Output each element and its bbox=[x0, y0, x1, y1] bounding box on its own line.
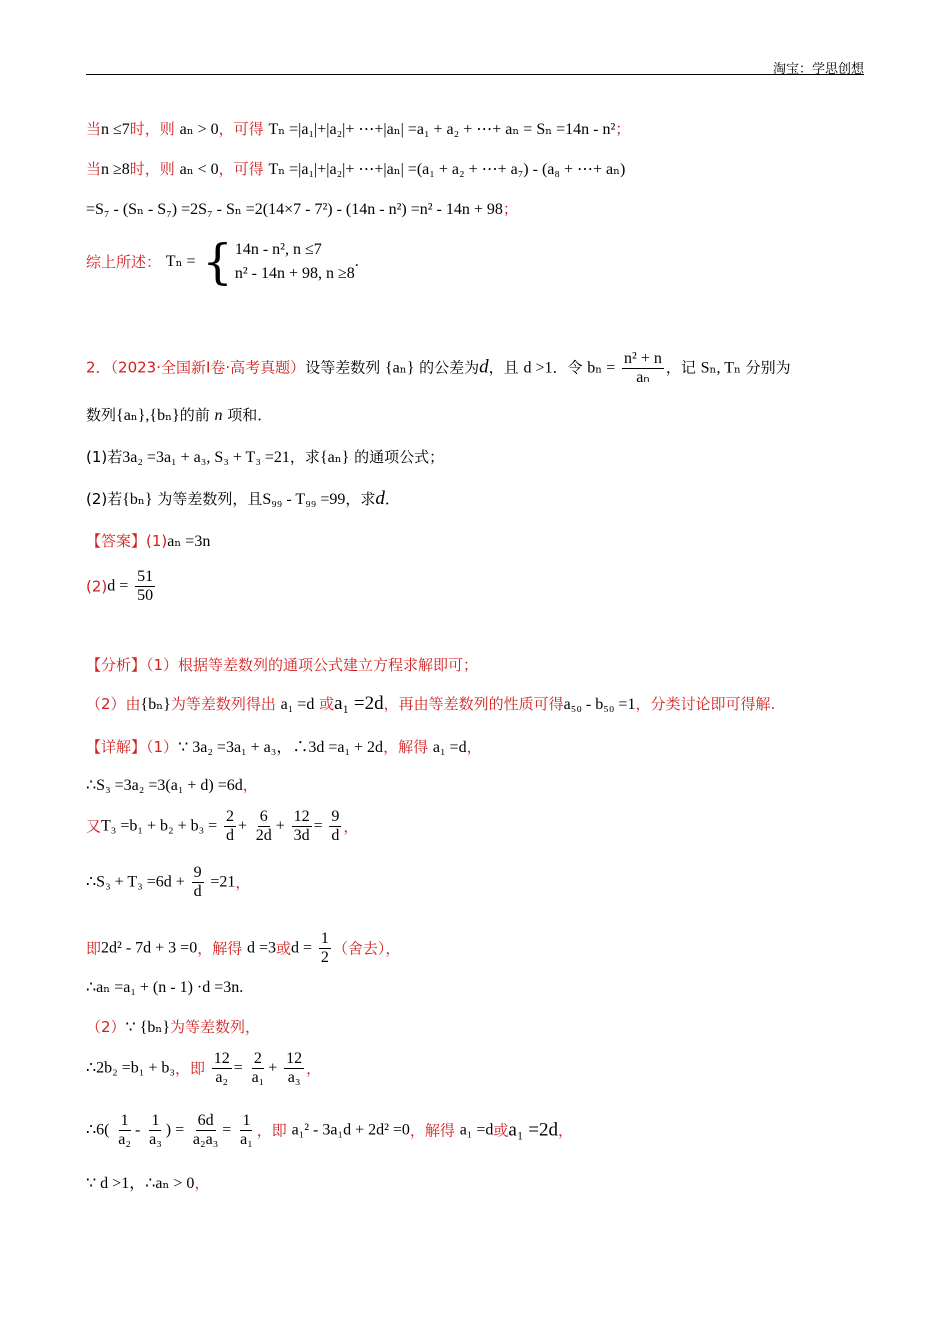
fraction: $\frac{12}{\text{a₃}}$ bbox=[286, 1050, 303, 1086]
piecewise-function: { 14n - n², n ≤7 n² - 14n + 98, n ≥8 bbox=[202, 234, 355, 290]
fraction: $\frac{2}{\text{a₁}}$ bbox=[251, 1050, 265, 1086]
analysis-line-2: （2）由{bₙ}为等差数列得出 a₁ =d 或a₁ =2d，再由等差数列的性质可得a₅₀ - b₅₀ =1，分类讨论即可得解. bbox=[86, 693, 776, 714]
detail-line-4: ∴S₃ + T₃ =6d + $\frac{9}{d}$ =21， bbox=[86, 864, 251, 900]
question-2: (2)若{bₙ} 为等差数列，且S₉₉ - T₉₉ =99，求d． bbox=[86, 488, 400, 509]
problem-statement: 2．（2023·全国新Ⅰ卷·高考真题）设等差数列 {aₙ} 的公差为d，且 d >1．令 bₙ = $\frac{\text{n² + n}}{\text{aₙ}}$ ，记 Sₙ, Tₙ 分别为 bbox=[86, 350, 791, 386]
detail-line-2: ∴S₃ =3a₂ =3(a₁ + d) =6d， bbox=[86, 776, 258, 794]
solution-line-2: 当n ≥8时，则 aₙ < 0，可得 Tₙ =|a₁|+|a₂|+ ⋯+|aₙ| =(a₁ + a₂ + ⋯+ a₇) - (a₈ + ⋯+ aₙ) bbox=[86, 160, 626, 178]
detail-line-7: （2）∵ {bₙ}为等差数列， bbox=[86, 1018, 261, 1036]
fraction: $\frac{1}{\text{a₁}}$ bbox=[240, 1112, 253, 1148]
solution-summary: 综上所述： Tₙ = { 14n - n², n ≤7 n² - 14n + 98, n ≥8 . bbox=[86, 234, 359, 290]
fraction: $\frac{12}{\text{a₂}}$ bbox=[213, 1050, 230, 1086]
answer-line-2: (2)d = $\frac{51}{50}$ bbox=[86, 568, 154, 604]
solution-line-3: =S₇ - (Sₙ - S₇) =2S₇ - Sₙ =2(14×7 - 7²) - (14n - n²) =n² - 14n + 98； bbox=[86, 200, 518, 218]
fraction-answer-d: $\frac{51}{50}$ bbox=[137, 568, 154, 604]
fraction: $\frac{9}{d}$ bbox=[193, 864, 202, 900]
fraction: $\frac{1}{\text{a₃}}$ bbox=[149, 1112, 162, 1148]
answer-line-1: 【答案】(1)aₙ =3n bbox=[86, 532, 211, 550]
detail-line-6: ∴aₙ =a₁ + (n - 1) ·d =3n. bbox=[86, 979, 244, 996]
detail-line-1: 【详解】（1）∵ 3a₂ =3a₁ + a₃，∴3d =a₁ + 2d，解得 a₁ =d， bbox=[86, 738, 482, 756]
detail-line-9: ∴6( $\frac{1}{\text{a₂}}$ - $\frac{1}{\text{a₃}}$ ) = $\frac{6d}{\text{a₂a₃}}$ = $\frac{1}{\text{a₁}}$ ，即 a₁² - 3a₁d + 2d² =0，解得 a₁ =d或a₁ =2d， bbox=[86, 1112, 573, 1148]
fraction: $\frac{1}{2}$ bbox=[320, 930, 329, 966]
fraction: $\frac{6}{2d}$ bbox=[255, 808, 272, 844]
fraction: $\frac{1}{\text{a₂}}$ bbox=[118, 1112, 131, 1148]
left-brace: { bbox=[202, 234, 233, 290]
fraction: $\frac{9}{d}$ bbox=[331, 808, 340, 844]
fraction-b-n: $\frac{\text{n² + n}}{\text{aₙ}}$ bbox=[624, 350, 662, 386]
detail-line-8: ∴2b₂ =b₁ + b₃，即 $\frac{12}{\text{a₂}}$ = $\frac{2}{\text{a₁}}$ + $\frac{12}{\text{a₃}}$ ， bbox=[86, 1050, 322, 1086]
detail-line-5: 即2d² - 7d + 3 =0，解得 d =3或d = $\frac{1}{2}$ （舍去）， bbox=[86, 930, 401, 966]
fraction: $\frac{6d}{\text{a₂a₃}}$ bbox=[192, 1112, 219, 1148]
analysis-line-1: 【分析】（1）根据等差数列的通项公式建立方程求解即可； bbox=[86, 656, 479, 674]
detail-line-10: ∵ d >1，∴aₙ > 0， bbox=[86, 1174, 210, 1192]
problem-statement-line-2: 数列{aₙ},{bₙ}的前 n 项和． bbox=[86, 406, 273, 424]
detail-line-3: 又T₃ =b₁ + b₂ + b₃ = $\frac{2}{d}$ + $\frac{6}{2d}$ + $\frac{12}{3d}$ = $\frac{9}{d}$ ， bbox=[86, 808, 359, 844]
question-1: (1)若3a₂ =3a₁ + a₃, S₃ + T₃ =21，求{aₙ} 的通项公式； bbox=[86, 448, 445, 466]
fraction: $\frac{2}{d}$ bbox=[225, 808, 234, 844]
header-rule bbox=[86, 74, 864, 75]
fraction: $\frac{12}{3d}$ bbox=[293, 808, 310, 844]
header-brand: 淘宝：学思创想 bbox=[772, 62, 864, 77]
solution-line-1: 当n ≤7时，则 aₙ > 0，可得 Tₙ =|a₁|+|a₂|+ ⋯+|aₙ| =a₁ + a₂ + ⋯+ aₙ = Sₙ =14n - n²； bbox=[86, 120, 631, 138]
